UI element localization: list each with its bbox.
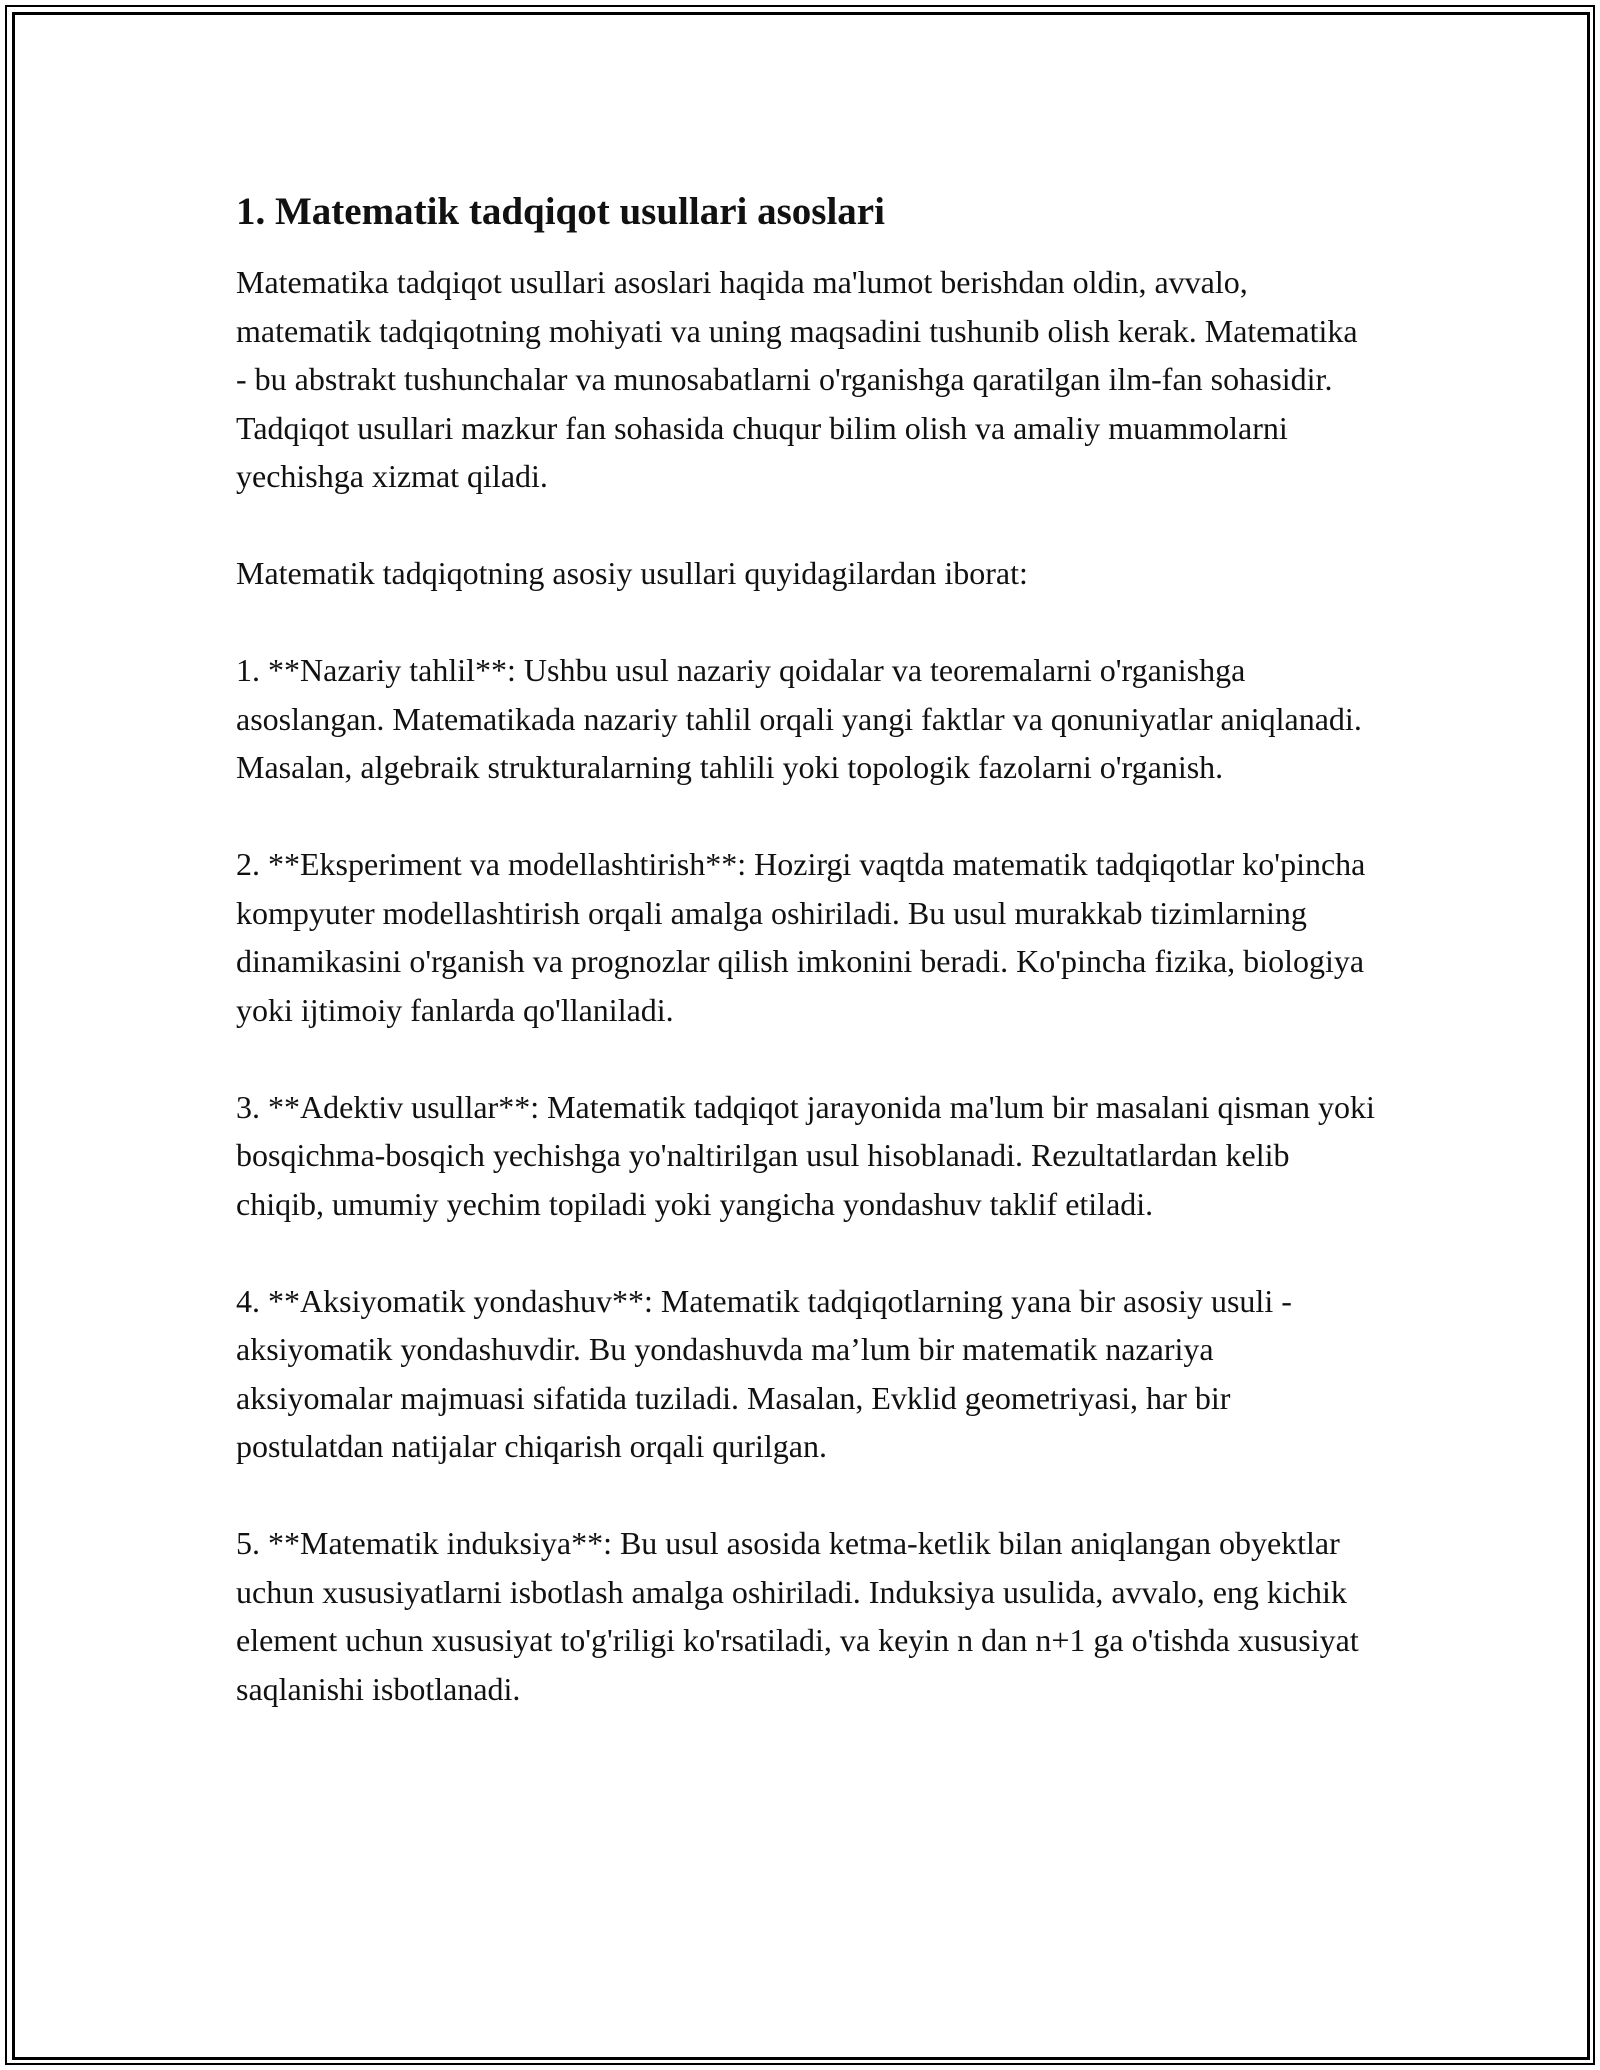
method-item-4: 4. **Aksiyomatik yondashuv**: Matematik tadqiqotlarning yana bir asosiy usuli - aksiyomatik yondashuvdir. Bu yondashuvda ma’lum bir matematik nazariya aksiyomalar majmuasi sifatida tuziladi. Masalan, Evklid geometriyasi, har bir postulatdan natijalar chiqarish orqali qurilgan.	[236, 1282, 1292, 1464]
document-title: 1. Matematik tadqiqot usullari asoslari	[236, 190, 885, 233]
method-item-5: 5. **Matematik induksiya**: Bu usul asosida ketma-ketlik bilan aniqlangan obyektlar uchun xususiyatlarni isbotlash amalga oshiriladi. Induksiya usulida, avvalo, eng kichik element uchun xususiyat to'g'riligi ko'rsatiladi, va keyin n dan n+1 ga o'tishda xususiyat saqlanishi isbotlanadi.	[236, 1525, 1359, 1707]
document-body	[236, 186, 1376, 1762]
method-item-1: 1. **Nazariy tahlil**: Ushbu usul nazariy qoidalar va teoremalarni o'rganishga asoslangan. Matematikada nazariy tahlil orqali yangi faktlar va qonuniyatlar aniqlanadi. Masalan, algebraik strukturalarning tahlili yoki topologik fazolarni o'rganish.	[236, 652, 1362, 785]
methods-lead-paragraph: Matematik tadqiqotning asosiy usullari quyidagilardan iborat:	[236, 555, 1028, 591]
intro-paragraph: Matematika tadqiqot usullari asoslari haqida ma'lumot berishdan oldin, avvalo, matematik tadqiqotning mohiyati va uning maqsadini tushunib olish kerak. Matematika - bu abstrakt tushunchalar va munosabatlarni o'rganishga qaratilgan ilm-fan sohasidir. Tadqiqot usullari mazkur fan sohasida chuqur bilim olish va amaliy muammolarni yechishga xizmat qiladi.	[236, 264, 1358, 494]
method-item-3: 3. **Adektiv usullar**: Matematik tadqiqot jarayonida ma'lum bir masalani qisman yoki bosqichma-bosqich yechishga yo'naltirilgan usul hisoblanadi. Rezultatlardan kelib chiqib, umumiy yechim topiladi yoki yangicha yondashuv taklif etiladi.	[236, 1088, 1375, 1222]
method-item-2: 2. **Eksperiment va modellashtirish**: Hozirgi vaqtda matematik tadqiqotlar ko'pincha kompyuter modellashtirish orqali amalga oshiriladi. Bu usul murakkab tizimlarning dinamikasini o'rganish va prognozlar qilish imkonini beradi. Ko'pincha fizika, biologiya yoki ijtimoiy fanlarda qo'llaniladi.	[236, 846, 1366, 1028]
